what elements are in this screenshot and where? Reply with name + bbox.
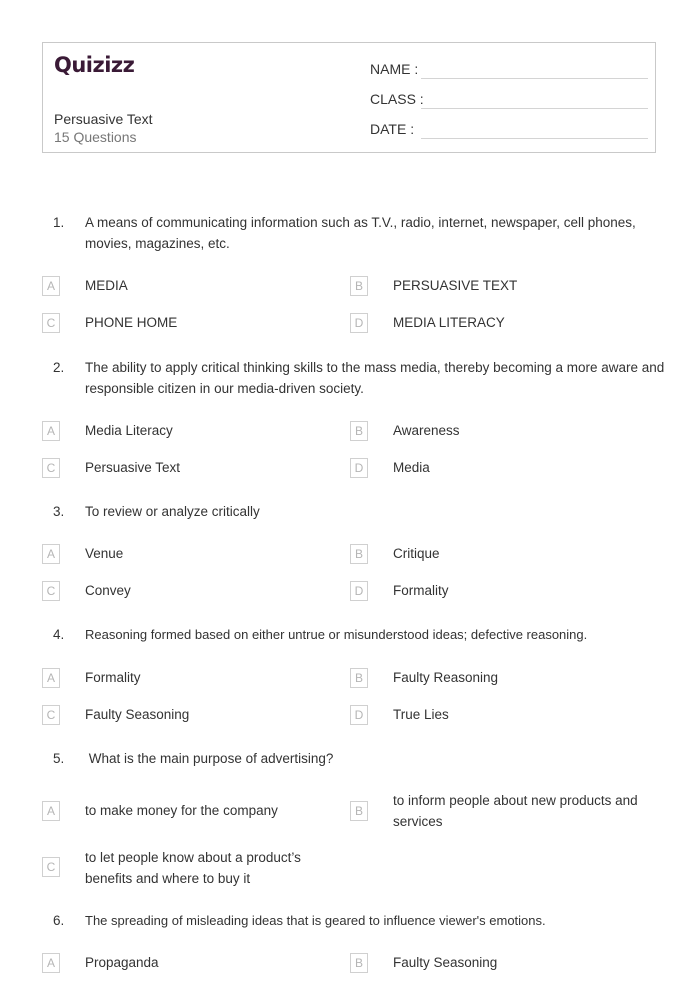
question-text: To review or analyze critically bbox=[85, 504, 260, 519]
option-text: Faulty Seasoning bbox=[85, 707, 190, 722]
date-line bbox=[421, 138, 648, 139]
option-letter: C bbox=[42, 458, 60, 478]
question-number: 1. bbox=[53, 215, 65, 230]
option-letter: A bbox=[42, 544, 60, 564]
question-text: Reasoning formed based on either untrue or misunderstood ideas; defective reasoning. bbox=[85, 627, 588, 642]
option-letter: B bbox=[350, 421, 368, 441]
worksheet-title: Persuasive Text bbox=[54, 111, 153, 127]
option-letter: B bbox=[350, 544, 368, 564]
option-letter: A bbox=[42, 276, 60, 296]
option-text: MEDIA LITERACY bbox=[393, 315, 505, 330]
name-line bbox=[421, 78, 648, 79]
option-letter: D bbox=[350, 581, 368, 601]
question-text: A means of communicating information such as T.V., radio, internet, newspaper, cell phones, movies, magazines, etc. bbox=[85, 215, 636, 251]
option-letter: B bbox=[350, 953, 368, 973]
option-letter: D bbox=[350, 313, 368, 333]
option-text: PHONE HOME bbox=[85, 315, 178, 330]
question-text: The ability to apply critical thinking skills to the mass media, thereby becoming a more aware and responsible citizen in our media-driven society. bbox=[85, 360, 665, 396]
option-letter: C bbox=[42, 705, 60, 725]
option-letter: C bbox=[42, 581, 60, 601]
option-letter: A bbox=[42, 668, 60, 688]
option-text: Formality bbox=[393, 583, 449, 598]
option-text: Persuasive Text bbox=[85, 460, 181, 475]
quizizz-logo: Quizizz bbox=[54, 53, 135, 77]
option-text: True Lies bbox=[393, 707, 449, 722]
option-text: PERSUASIVE TEXT bbox=[393, 278, 518, 293]
worksheet-header bbox=[42, 42, 656, 153]
option-letter: A bbox=[42, 421, 60, 441]
option-text: Propaganda bbox=[85, 955, 159, 970]
option-text: Convey bbox=[85, 583, 131, 598]
date-label: DATE : bbox=[370, 121, 415, 137]
question-number: 2. bbox=[53, 360, 65, 375]
date-field[interactable] bbox=[370, 119, 648, 139]
question-text: The spreading of misleading ideas that is geared to influence viewer's emotions. bbox=[85, 913, 546, 928]
question-count: 15 Questions bbox=[54, 129, 137, 145]
option-letter: D bbox=[350, 705, 368, 725]
option-letter: B bbox=[350, 801, 368, 821]
option-text: Venue bbox=[85, 546, 124, 561]
question-text: What is the main purpose of advertising? bbox=[85, 751, 334, 766]
option-letter: C bbox=[42, 313, 60, 333]
class-field[interactable] bbox=[370, 89, 648, 109]
option-letter: C bbox=[42, 857, 60, 877]
class-line bbox=[421, 108, 648, 109]
option-letter: A bbox=[42, 953, 60, 973]
question-number: 5. bbox=[53, 751, 65, 766]
option-text: to inform people about new products and services bbox=[393, 793, 638, 829]
option-text: Awareness bbox=[393, 423, 460, 438]
option-text: Faulty Reasoning bbox=[393, 670, 499, 685]
option-text: Critique bbox=[393, 546, 440, 561]
question-number: 3. bbox=[53, 504, 65, 519]
name-field[interactable] bbox=[370, 59, 648, 79]
option-letter: A bbox=[42, 801, 60, 821]
option-text: to make money for the company bbox=[85, 803, 278, 818]
option-text: Media bbox=[393, 460, 430, 475]
question-number: 6. bbox=[53, 913, 65, 928]
question-number: 4. bbox=[53, 627, 65, 642]
option-text: Media Literacy bbox=[85, 423, 173, 438]
option-letter: D bbox=[350, 458, 368, 478]
option-text: to let people know about a product’s benefits and where to buy it bbox=[85, 850, 301, 886]
option-letter: B bbox=[350, 668, 368, 688]
option-text: Formality bbox=[85, 670, 141, 685]
option-letter: B bbox=[350, 276, 368, 296]
class-label: CLASS : bbox=[370, 91, 424, 107]
option-text: MEDIA bbox=[85, 278, 128, 293]
option-text: Faulty Seasoning bbox=[393, 955, 498, 970]
name-label: NAME : bbox=[370, 61, 419, 77]
